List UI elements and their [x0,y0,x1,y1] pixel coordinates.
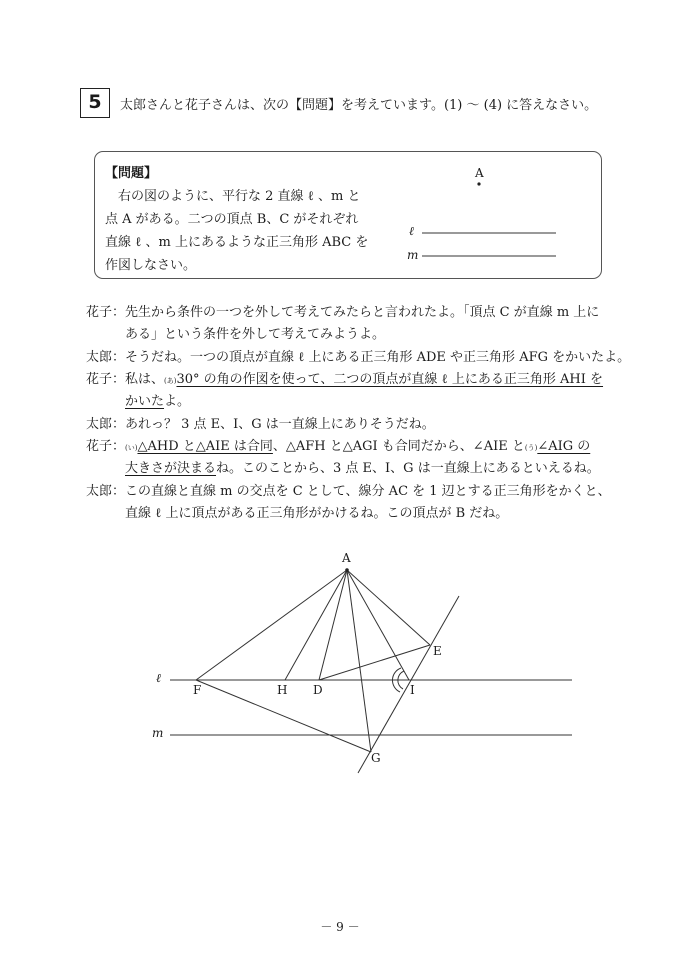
problem-point-a-label: A [475,166,484,180]
problem-line-m-label: m [407,248,419,262]
marker-u: (う) [524,444,538,452]
label-f: F [193,683,202,697]
speaker-hanako-3: 花子： [86,439,126,454]
segment-af [196,570,347,680]
segment-ag [347,570,371,752]
underlined-a: 30° の角の作図を使って、二つの頂点が直線 ℓ 上にある正三角形 AHI を [176,372,604,387]
point-a [345,568,349,572]
speaker-taro-3: 太郎： [86,484,126,499]
line-eig [358,596,459,773]
hanako-line-3-mid: 、△AFH と△AGI も合同だから、∠AIE と [272,439,525,454]
underlined-u-cont: 大きさが決まる [125,461,217,476]
problem-title: 【問題】 [105,166,158,181]
hanako-line-1a: 先生から条件の一つを外して考えてみたらと言われたよ。「頂点 C が直線 m 上に [125,305,600,320]
label-line-l: ℓ [156,671,161,685]
segment-ai [347,570,409,680]
label-d: D [313,683,323,697]
problem-line-2: 点 A がある。二つの頂点 B、C がそれぞれ [105,212,359,227]
segment-ah [285,570,347,680]
label-i: I [410,683,415,697]
question-intro: 太郎さんと花子さんは、次の【問題】を考えています。(1) ～ (4) に答えなさい。 [120,98,598,113]
hanako-line-2-prefix: 私は、 [125,372,165,387]
speaker-hanako-1: 花子： [86,305,126,320]
underlined-a-cont: かいた [125,394,165,409]
question-number: 5 [80,88,110,118]
problem-line-l-label: ℓ [409,224,414,238]
problem-line-4: 作図しなさい。 [105,258,197,273]
segment-ad [319,570,347,680]
label-line-m: m [152,726,164,740]
segment-ae [347,570,430,645]
taro-line-3a: この直線と直線 m の交点を C として、線分 AC を 1 辺とする正三角形をかくと、 [125,484,611,499]
page-number: － 9 － [320,920,360,934]
label-h: H [277,683,288,697]
taro-line-3b: 直線 ℓ 上に頂点がある正三角形がかけるね。この頂点が B だね。 [125,506,509,521]
problem-line-3: 直線 ℓ 、m 上にあるような正三角形 ABC を [105,235,369,250]
label-g: G [371,751,381,765]
problem-point-a [477,182,480,185]
label-a: A [342,551,351,565]
taro-line-1: そうだね。一つの頂点が直線 ℓ 上にある正三角形 ADE や正三角形 AFG をかいたよ。 [125,350,631,365]
speaker-hanako-2: 花子： [86,372,126,387]
label-e: E [433,644,442,658]
speaker-taro-2: 太郎： [86,417,126,432]
marker-a: (あ) [164,377,177,385]
hanako-line-1b: ある」という条件を外して考えてみようよ。 [125,327,386,342]
segment-de [319,645,430,680]
underlined-u: ∠AIG の [537,439,591,454]
taro-line-2: あれっ？ 3 点 E、I、G は一直線上にありそうだね。 [125,417,435,432]
problem-line-1: 右の図のように、平行な 2 直線 ℓ 、m と [118,189,361,204]
hanako-line-2b-rest: よ。 [164,394,191,409]
speaker-taro-1: 太郎： [86,350,126,365]
underlined-i: △AHD と△AIE は合同 [137,439,273,454]
hanako-line-3b-rest: ね。このことから、3 点 E、I、G は一直線上にあるといえるね。 [216,461,600,476]
marker-i: (い) [125,444,138,452]
